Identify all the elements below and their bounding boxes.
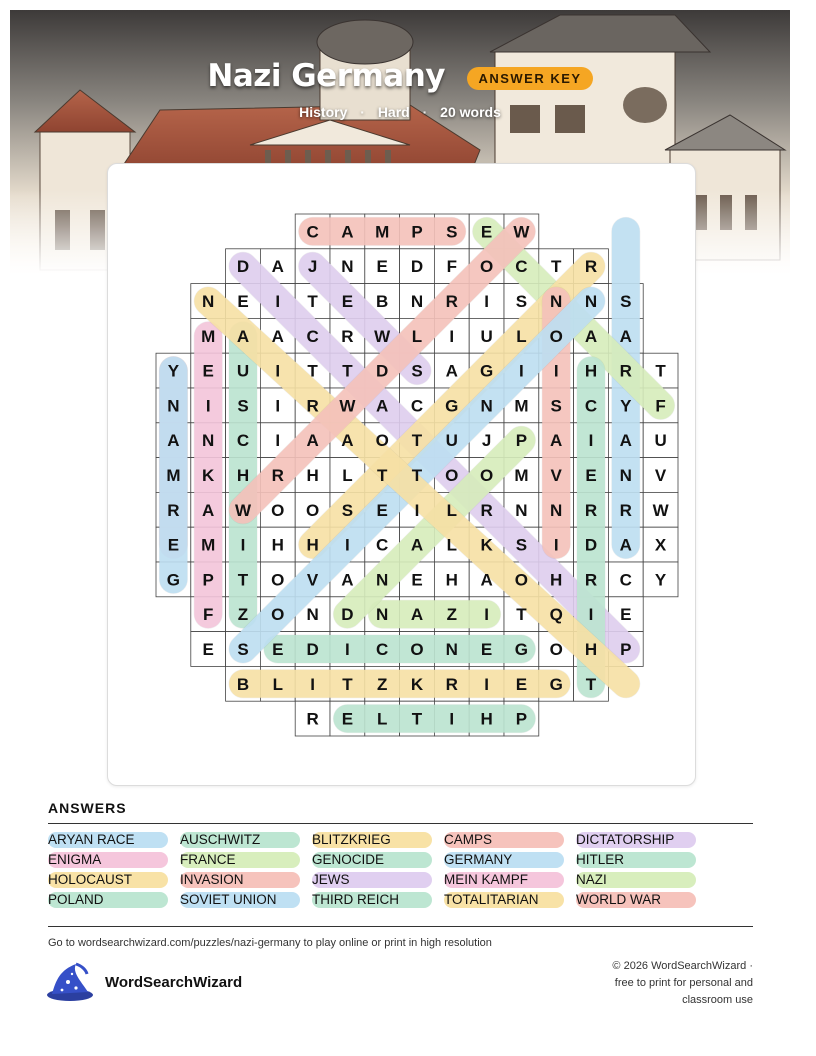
grid-letter: I xyxy=(275,292,281,311)
grid-letter: S xyxy=(411,361,423,381)
grid-letter: N xyxy=(202,431,215,451)
grid-letter: B xyxy=(236,674,250,694)
grid-letter: E xyxy=(272,640,284,659)
puzzle-card xyxy=(107,163,696,786)
grid-letter: A xyxy=(306,431,319,451)
grid-letter: S xyxy=(550,396,562,416)
answer-item: MEIN KAMPF xyxy=(444,872,564,888)
grid-letter: I xyxy=(345,535,350,555)
grid-letter: A xyxy=(202,500,215,520)
answer-item: AUSCHWITZ xyxy=(180,832,300,848)
grid-letter: D xyxy=(376,361,389,381)
grid-letter: G xyxy=(479,361,494,381)
grid-letter: E xyxy=(202,640,214,659)
grid-letter: V xyxy=(306,570,319,590)
grid-letter: I xyxy=(275,361,281,381)
grid-letter: O xyxy=(479,466,494,485)
grid-letter: O xyxy=(514,570,529,590)
grid-letter: G xyxy=(549,674,563,694)
answer-item: BLITZKRIEG xyxy=(312,832,432,848)
grid-letter: P xyxy=(411,222,423,242)
grid-letter: L xyxy=(411,326,423,346)
grid-letter: I xyxy=(449,709,455,729)
grid-letter: R xyxy=(306,396,319,416)
answer-item: HITLER xyxy=(576,852,696,868)
grid-letter: C xyxy=(306,222,319,242)
grid-letter: A xyxy=(619,431,632,451)
grid-letter: F xyxy=(655,396,666,416)
grid-letter: R xyxy=(619,500,632,520)
answer-item: HOLOCAUST xyxy=(48,872,168,888)
grid-letter: N xyxy=(167,396,180,416)
grid-letter: W xyxy=(374,326,391,346)
grid-letter: W xyxy=(513,222,530,242)
grid-letter: R xyxy=(271,466,284,485)
grid-letter: E xyxy=(167,535,180,555)
grid-letter: E xyxy=(480,640,493,659)
answer-item: FRANCE xyxy=(180,852,300,868)
answer-item: JEWS xyxy=(312,872,432,888)
grid-letter: B xyxy=(376,292,389,311)
grid-letter: O xyxy=(375,431,389,451)
grid-letter: O xyxy=(305,500,320,520)
grid-letter: A xyxy=(445,361,458,381)
answer-item: GERMANY xyxy=(444,852,564,868)
grid-letter: K xyxy=(410,674,424,694)
grid-letter: N xyxy=(376,570,389,590)
grid-letter: R xyxy=(341,326,354,346)
divider xyxy=(48,926,753,927)
grid-letter: I xyxy=(240,535,246,555)
grid-letter: K xyxy=(480,535,493,555)
grid-letter: C xyxy=(410,396,424,416)
copyright-line: free to print for personal and xyxy=(614,977,753,989)
grid-letter: T xyxy=(516,605,527,625)
grid-letter: P xyxy=(620,640,632,659)
grid-letter: T xyxy=(585,674,597,694)
wizard-hat-logo-icon xyxy=(46,962,94,1007)
grid-letter: R xyxy=(445,674,458,694)
grid-letter: O xyxy=(445,466,459,485)
divider xyxy=(48,823,753,824)
answer-item: CAMPS xyxy=(444,832,564,848)
word-search-grid xyxy=(108,164,695,785)
grid-letter: T xyxy=(342,674,353,694)
grid-letter: H xyxy=(480,709,493,729)
grid-letter: A xyxy=(376,396,389,416)
grid-letter: I xyxy=(275,431,281,451)
grid-letter: A xyxy=(271,326,284,346)
grid-letter: F xyxy=(446,257,457,277)
grid-letter: P xyxy=(515,709,528,729)
grid-letter: L xyxy=(516,326,527,346)
grid-letter: U xyxy=(236,361,250,381)
grid-letter: M xyxy=(375,222,390,242)
grid-letter: L xyxy=(342,466,353,485)
grid-letter: D xyxy=(584,535,598,555)
grid-letter: E xyxy=(376,257,388,277)
grid-letter: X xyxy=(654,535,667,555)
grid-letter: H xyxy=(584,361,598,381)
grid-letter: S xyxy=(237,396,249,416)
grid-letter: R xyxy=(619,361,632,381)
difficulty-label: Hard xyxy=(377,104,410,120)
grid-letter: A xyxy=(550,431,563,451)
grid-letter: D xyxy=(306,640,319,659)
grid-letter: S xyxy=(515,292,528,311)
grid-letter: O xyxy=(410,640,424,659)
grid-letter: H xyxy=(236,466,250,485)
grid-letter: I xyxy=(205,396,211,416)
grid-letter: R xyxy=(306,709,319,729)
grid-letter: O xyxy=(271,570,285,590)
grid-letter: E xyxy=(341,292,354,311)
grid-letter: T xyxy=(377,466,388,485)
grid-letter: S xyxy=(446,222,458,242)
grid-letter: U xyxy=(445,431,458,451)
grid-letter: R xyxy=(480,500,493,520)
grid-letter: A xyxy=(236,326,250,346)
grid-letter: H xyxy=(306,466,319,485)
grid-letter: M xyxy=(166,466,181,485)
grid-letter: A xyxy=(341,570,354,590)
grid-letter: T xyxy=(655,361,666,381)
grid-letter: R xyxy=(584,500,598,520)
grid-letter: N xyxy=(445,640,458,659)
grid-letter: G xyxy=(166,570,181,590)
grid-letter: A xyxy=(341,431,354,451)
grid-letter: O xyxy=(271,500,285,520)
grid-letter: A xyxy=(619,326,632,346)
grid-letter: T xyxy=(307,292,318,311)
grid-letter: A xyxy=(619,535,632,555)
grid-letter: I xyxy=(484,674,489,694)
puzzle-title: Nazi Germany xyxy=(207,58,445,94)
grid-letter: I xyxy=(484,292,489,311)
grid-letter: I xyxy=(275,396,281,416)
grid-letter: M xyxy=(514,466,529,485)
grid-letter: I xyxy=(588,605,594,625)
grid-letter: T xyxy=(411,709,423,729)
grid-letter: J xyxy=(481,431,492,451)
grid-letter: O xyxy=(549,640,563,659)
grid-letter: A xyxy=(341,222,354,242)
answer-key-badge: ANSWER KEY xyxy=(467,67,592,90)
grid-letter: N xyxy=(341,257,354,277)
grid-letter: S xyxy=(341,500,354,520)
grid-letter: U xyxy=(654,431,667,451)
grid-letter: A xyxy=(271,257,284,277)
grid-letter: A xyxy=(167,431,180,451)
grid-letter: T xyxy=(551,257,562,277)
grid-letter: Q xyxy=(549,605,563,625)
grid-letter: N xyxy=(550,500,563,520)
grid-letter: L xyxy=(272,674,283,694)
grid-letter: S xyxy=(237,640,249,659)
grid-letter: H xyxy=(584,640,598,659)
grid-letter: H xyxy=(550,570,563,590)
grid-letter: I xyxy=(449,326,455,346)
grid-letter: Y xyxy=(620,396,632,416)
grid-letter: C xyxy=(236,431,250,451)
grid-letter: I xyxy=(345,640,350,659)
grid-letter: A xyxy=(584,326,598,346)
grid-letter: D xyxy=(236,257,250,277)
copyright-notice xyxy=(563,958,753,1009)
answer-item: SOVIET UNION xyxy=(180,892,300,908)
grid-letter: K xyxy=(202,466,215,485)
puzzle-meta xyxy=(0,104,800,120)
grid-letter: L xyxy=(446,535,457,555)
grid-letter: M xyxy=(201,535,216,555)
grid-letter: I xyxy=(310,674,315,694)
grid-letter: C xyxy=(376,535,389,555)
grid-letter: S xyxy=(620,292,632,311)
grid-letter: D xyxy=(341,605,354,625)
grid-letter: I xyxy=(553,361,559,381)
grid-letter: N xyxy=(480,396,493,416)
grid-letter: M xyxy=(201,326,216,346)
title-row xyxy=(0,58,800,94)
grid-letter: N xyxy=(515,500,528,520)
grid-letter: W xyxy=(234,500,252,520)
brand-name: WordSearchWizard xyxy=(105,974,243,991)
grid-letter: R xyxy=(584,257,598,277)
grid-letter: H xyxy=(445,570,458,590)
grid-letter: N xyxy=(410,292,424,311)
grid-letter: I xyxy=(588,431,594,451)
answers-heading: ANSWERS xyxy=(48,800,127,816)
grid-letter: E xyxy=(585,466,597,485)
grid-letter: P xyxy=(515,431,528,451)
word-count-label: 20 words xyxy=(440,104,501,120)
play-online-note: Go to wordsearchwizard.com/puzzles/nazi-germany to play online or print in high resolution xyxy=(48,937,492,949)
answer-item: THIRD REICH xyxy=(312,892,432,908)
meta-separator: · xyxy=(360,104,365,120)
grid-letter: I xyxy=(519,361,524,381)
grid-letter: N xyxy=(584,292,598,311)
grid-letter: O xyxy=(549,326,563,346)
grid-letter: Z xyxy=(446,605,457,625)
grid-letter: G xyxy=(514,640,529,659)
grid-letter: Y xyxy=(654,570,667,590)
answer-item: POLAND xyxy=(48,892,168,908)
answer-item: ENIGMA xyxy=(48,852,168,868)
grid-letter: R xyxy=(584,570,598,590)
grid-letter: O xyxy=(479,257,494,277)
grid-letter: E xyxy=(411,570,423,590)
grid-letter: M xyxy=(514,396,529,416)
grid-letter: C xyxy=(515,257,528,277)
grid-letter: E xyxy=(515,674,528,694)
category-label: History xyxy=(299,104,348,120)
grid-letter: C xyxy=(584,396,598,416)
meta-separator: · xyxy=(422,104,428,120)
grid-letter: W xyxy=(652,500,669,520)
grid-letter: T xyxy=(342,361,353,381)
grid-letter: A xyxy=(410,535,424,555)
grid-letter: E xyxy=(237,292,249,311)
answer-item: WORLD WAR xyxy=(576,892,696,908)
grid-letter: D xyxy=(410,257,424,277)
grid-letter: P xyxy=(202,570,214,590)
answer-item: NAZI xyxy=(576,872,696,888)
grid-letter: O xyxy=(271,605,285,625)
grid-letter: E xyxy=(202,361,214,381)
grid-letter: N xyxy=(550,292,563,311)
grid-letter: R xyxy=(167,500,180,520)
grid-letter: W xyxy=(339,396,356,416)
grid-letter: L xyxy=(377,709,388,729)
grid-letter: T xyxy=(411,431,423,451)
grid-letter: U xyxy=(480,326,493,346)
grid-letter: N xyxy=(619,466,632,485)
grid-letter: V xyxy=(550,466,562,485)
copyright-line: © 2026 WordSearchWizard · xyxy=(612,960,753,972)
answer-item: DICTATORSHIP xyxy=(576,832,696,848)
grid-letter: R xyxy=(445,292,458,311)
grid-letter: H xyxy=(271,535,284,555)
answer-item: TOTALITARIAN xyxy=(444,892,564,908)
grid-letter: N xyxy=(202,292,215,311)
grid-letter: I xyxy=(484,605,489,625)
copyright-line: classroom use xyxy=(682,994,753,1006)
grid-letter: G xyxy=(445,396,459,416)
grid-letter: E xyxy=(341,709,354,729)
grid-letter: N xyxy=(306,605,319,625)
grid-letter: Z xyxy=(377,674,388,694)
grid-letter: E xyxy=(480,222,493,242)
grid-letter: J xyxy=(307,257,318,277)
grid-letter: I xyxy=(553,535,559,555)
grid-letter: A xyxy=(410,605,424,625)
grid-letter: S xyxy=(515,535,528,555)
grid-letter: E xyxy=(620,605,632,625)
grid-letter: A xyxy=(480,570,493,590)
grid-letter: N xyxy=(376,605,389,625)
grid-letter: C xyxy=(619,570,632,590)
grid-letter: C xyxy=(306,326,319,346)
grid-letter: F xyxy=(203,605,214,625)
grid-letter: T xyxy=(411,466,423,485)
grid-letter: I xyxy=(414,500,420,520)
grid-letter: C xyxy=(376,640,389,659)
grid-letter: T xyxy=(307,361,318,381)
grid-letter: E xyxy=(376,500,388,520)
grid-letter: H xyxy=(306,535,319,555)
answer-item: INVASION xyxy=(180,872,300,888)
answer-item: GENOCIDE xyxy=(312,852,432,868)
grid-letter: T xyxy=(237,570,249,590)
grid-letter: L xyxy=(446,500,457,520)
grid-letter: Y xyxy=(167,361,180,381)
grid-letter: V xyxy=(654,466,667,485)
answer-item: ARYAN RACE xyxy=(48,832,168,848)
grid-letter: Z xyxy=(237,605,249,625)
